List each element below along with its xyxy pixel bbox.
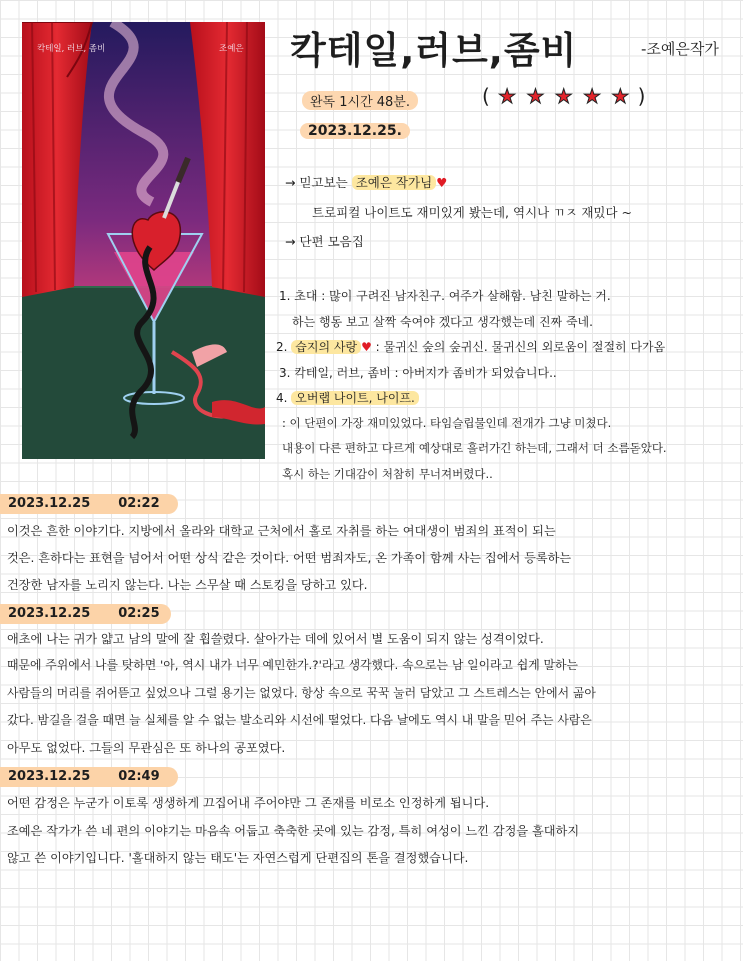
quote-line: 건장한 남자를 노리지 않는다. 나는 스무살 때 스토킹을 당하고 있다. bbox=[7, 578, 368, 592]
quote-line: 사람들의 머리를 쥐어뜯고 싶었으나 그럴 용기는 없었다. 항상 속으로 꾹꾹 눌러 담았고 그 스트레스는 안에서 곪아 bbox=[7, 686, 596, 700]
item-text: : 물귀신 숲의 숲귀신. 물귀신의 외로움이 절절히 다가옴 bbox=[375, 340, 666, 354]
heart-icon: ♥ bbox=[361, 340, 372, 354]
star-icon: ★ bbox=[554, 84, 573, 108]
quote-time: 02:22 bbox=[118, 496, 160, 511]
item-number: 4. bbox=[276, 391, 288, 405]
quote-date: 2023.12.25 bbox=[8, 496, 91, 511]
story-title-highlight: 오버랩 나이트, 나이프. bbox=[291, 391, 419, 405]
quote-timestamp bbox=[0, 494, 178, 514]
story-item-3: 3. 칵테일, 러브, 좀비 : 아버지가 좀비가 되었습니다.. bbox=[279, 366, 557, 380]
quote-line: 않고 쓴 이야기입니다. '홀대하지 않는 태도'는 자연스럽게 단편집의 톤을 결정했습니다. bbox=[7, 851, 469, 865]
quote-line: 애초에 나는 귀가 얇고 남의 말에 잘 휩쓸렸다. 살아가는 데에 있어서 별 도움이 되지 않는 성격이었다. bbox=[7, 632, 544, 646]
star-icon: ★ bbox=[611, 84, 630, 108]
star-rating bbox=[482, 84, 645, 108]
note-line-1 bbox=[285, 177, 447, 190]
quote-line: 조예은 작가가 쓴 네 편의 이야기는 마음속 어둡고 축축한 곳에 있는 감정, 특히 여성이 느낀 감정을 홀대하지 bbox=[7, 824, 580, 838]
story-item-1-cont: 하는 행동 보고 살짝 숙여야 겠다고 생각했는데 진짜 죽네. bbox=[292, 315, 593, 329]
page-title: 칵테일,러브,좀비 bbox=[290, 29, 578, 72]
read-time: 완독 1시간 48분. bbox=[302, 91, 418, 110]
quote-date: 2023.12.25 bbox=[8, 606, 91, 621]
rating-open-paren: ( bbox=[482, 84, 490, 108]
quote-line: 갔다. 밤길을 걸을 때면 늘 실체를 알 수 없는 발소리와 시선에 떨었다. 다음 날에도 역시 내 말을 믿어 주는 사람은 bbox=[7, 713, 592, 727]
quote-line: 어떤 감정은 누군가 이토록 생생하게 끄집어내 주어야만 그 존재를 비로소 인정하게 됩니다. bbox=[7, 796, 490, 810]
story-item-4 bbox=[276, 392, 419, 404]
cover-illustration bbox=[22, 22, 265, 459]
note-text: → 믿고보는 bbox=[285, 175, 348, 190]
story-item-4-line-3: 혹시 하는 기대감이 처참히 무너져버렸다.. bbox=[282, 467, 493, 481]
heart-icon: ♥ bbox=[436, 175, 448, 190]
item-number: 2. bbox=[276, 340, 288, 354]
cover-author: 조예은 bbox=[219, 44, 244, 54]
read-date: 2023.12.25. bbox=[300, 123, 410, 139]
story-title-highlight: 습지의 사랑 bbox=[291, 340, 361, 354]
title-author: -조예은작가 bbox=[641, 40, 719, 58]
quote-date: 2023.12.25 bbox=[8, 769, 91, 784]
note-line-3: → 단편 모음집 bbox=[285, 234, 364, 249]
author-highlight: 조예은 작가님 bbox=[352, 175, 436, 190]
quote-line: 아무도 없었다. 그들의 무관심은 또 하나의 공포였다. bbox=[7, 741, 286, 755]
rating-close-paren: ) bbox=[637, 84, 646, 108]
quote-line: 이것은 흔한 이야기다. 지방에서 올라와 대학교 근처에서 홀로 자취를 하는 여대생이 범죄의 표적이 되는 bbox=[7, 524, 556, 538]
quote-timestamp bbox=[0, 604, 171, 624]
quote-line: 때문에 주위에서 나를 탓하면 '아, 역시 내가 너무 예민한가.?'라고 생각했다. 속으로는 남 일이라고 쉽게 말하는 bbox=[7, 658, 579, 672]
quote-line: 것은. 흔하다는 표현을 넘어서 어떤 상식 같은 것이다. 어떤 범죄자도, 온 가족이 함께 사는 집에서 등록하는 bbox=[7, 551, 572, 565]
note-line-2: 트로피컬 나이트도 재미있게 봤는데, 역시나 ㄲㅈ 재밌다 ~ bbox=[312, 205, 632, 220]
quote-time: 02:25 bbox=[118, 606, 160, 621]
story-item-4-line-2: 내용이 다른 편하고 다르게 예상대로 흘러가긴 하는데, 그래서 더 소름돋았다. bbox=[282, 441, 667, 455]
star-icon: ★ bbox=[583, 84, 601, 108]
cover-title: 칵테일, 러브, 좀비 bbox=[37, 44, 106, 54]
story-item-2 bbox=[276, 341, 665, 353]
star-icon: ★ bbox=[526, 84, 545, 108]
book-cover-image bbox=[22, 22, 265, 459]
quote-timestamp bbox=[0, 767, 178, 787]
story-item-1: 1. 초대 : 많이 구려진 남자친구. 여주가 살해함. 남친 말하는 거. bbox=[279, 289, 611, 303]
star-icon: ★ bbox=[498, 84, 517, 108]
quote-time: 02:49 bbox=[118, 769, 160, 784]
story-item-4-line-1: : 이 단편이 가장 재미있었다. 타임슬립물인데 전개가 그냥 미쳤다. bbox=[282, 416, 612, 430]
